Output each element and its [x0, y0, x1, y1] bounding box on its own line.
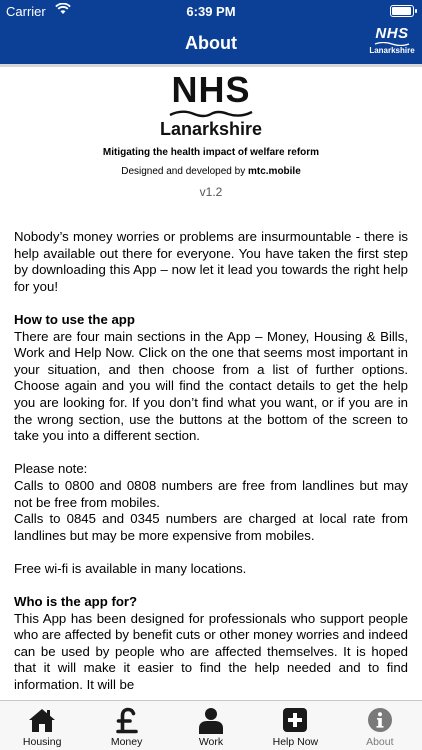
nhs-lanarkshire-logo: [368, 26, 416, 55]
page-title: About: [185, 33, 237, 53]
who-paragraph: This App has been designed for professionals who support people who are affected by benefit cuts or other money worries and indeed can be used by people who are affected themselves. It is hoped that it will make it easier to find the help needed and to find information. It will be: [14, 610, 408, 693]
person-icon: [169, 701, 253, 735]
how-to-paragraph: There are four main sections in the App – Money, Housing & Bills, Work and Help Now. Click on the one that seems most important in your situation, and then choose from a list of further options. Choose again and you will find the contact details to get the help you are looking for. If you don’t find what you want, or if you are in the wrong section, use the buttons at the bottom of the screen to take you into a different section.: [14, 328, 408, 444]
app-version: v1.2: [199, 185, 223, 199]
credits: [0, 166, 422, 177]
who-heading: Who is the app for?: [14, 594, 138, 610]
house-icon: [0, 701, 84, 735]
tab-about[interactable]: [338, 701, 422, 750]
tab-money-label: Money: [110, 736, 143, 748]
clock: 6:39 PM: [186, 4, 236, 19]
brand-logo-mark: NHS: [171, 69, 251, 110]
intro-paragraph: Nobody’s money worries or problems are insurmountable - there is help available out there for everyone. You have taken the first step by downloading this App – now let it lead you towards the right help for you!: [14, 229, 408, 294]
logo-mark: NHS: [375, 25, 409, 42]
brand-logo-subtitle: Lanarkshire: [159, 119, 263, 139]
tab-housing[interactable]: [0, 701, 84, 750]
credits-prefix: Designed and developed by: [121, 166, 248, 177]
tab-about-label: About: [366, 736, 394, 748]
tab-money[interactable]: [84, 701, 168, 750]
tab-help-now[interactable]: [253, 701, 337, 750]
status-bar: [0, 0, 422, 22]
plus-icon: [253, 701, 337, 735]
note-line-2: Calls to 0845 and 0345 numbers are charged at local rate from landlines but may be more expensive from mobiles.: [14, 511, 408, 543]
battery-icon: [390, 5, 414, 17]
brand-swoosh-icon: [168, 109, 254, 119]
tab-bar: [0, 700, 422, 750]
note-heading: Please note:: [14, 461, 88, 477]
pound-icon: [84, 701, 168, 735]
tab-work[interactable]: [169, 701, 253, 750]
brand-logo: [0, 67, 422, 139]
tab-help-now-label: Help Now: [272, 736, 319, 748]
how-to-heading: How to use the app: [14, 311, 135, 327]
tagline: Mitigating the health impact of welfare reform: [102, 147, 320, 158]
about-content[interactable]: [0, 67, 422, 700]
logo-subtitle: Lanarkshire: [369, 46, 415, 55]
credits-developer: mtc.mobile: [247, 166, 301, 177]
wifi-paragraph: Free wi-fi is available in many locations.: [14, 560, 247, 576]
info-icon: [338, 701, 422, 735]
navigation-bar: [0, 22, 422, 64]
about-body: [0, 199, 422, 694]
carrier-label: Carrier: [6, 4, 46, 19]
tab-housing-label: Housing: [22, 736, 62, 748]
tab-work-label: Work: [198, 736, 224, 748]
note-line-1: Calls to 0800 and 0808 numbers are free from landlines but may not be free from mobiles.: [14, 477, 408, 510]
